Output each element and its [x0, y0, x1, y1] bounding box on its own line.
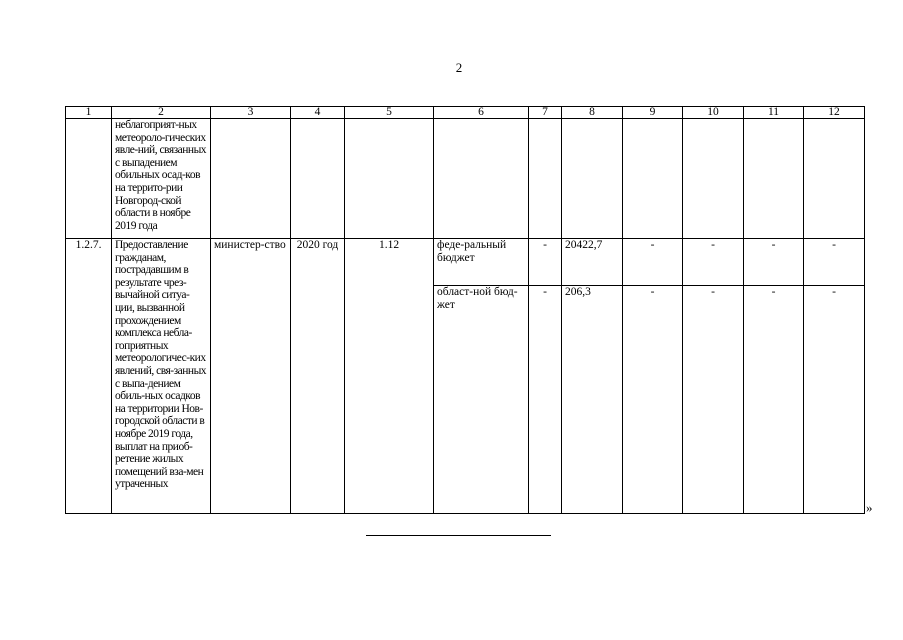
- empty-cell: [804, 119, 865, 239]
- value-cell: -: [529, 286, 562, 514]
- continuation-row: [66, 119, 865, 239]
- executor-cell: министер-ство: [211, 239, 291, 514]
- empty-cell: [623, 119, 683, 239]
- value-cell: -: [683, 286, 744, 514]
- header-cell: 2: [112, 107, 211, 119]
- funding-source-cell: феде-ральный бюджет: [434, 239, 529, 286]
- target-code-cell: 1.12: [345, 239, 434, 514]
- empty-cell: [434, 119, 529, 239]
- value-cell: 206,3: [562, 286, 623, 514]
- header-cell: 8: [562, 107, 623, 119]
- header-cell: 9: [623, 107, 683, 119]
- header-cell: 12: [804, 107, 865, 119]
- row-number-cell: 1.2.7.: [66, 239, 112, 514]
- empty-cell: [744, 119, 804, 239]
- value-cell: -: [804, 286, 865, 514]
- value-cell: -: [623, 286, 683, 514]
- value-cell: -: [744, 239, 804, 286]
- header-cell: 5: [345, 107, 434, 119]
- program-table: [65, 106, 865, 514]
- value-cell: -: [804, 239, 865, 286]
- closing-quote: »: [866, 500, 873, 515]
- table-row: [66, 239, 865, 286]
- header-cell: 7: [529, 107, 562, 119]
- header-cell: 11: [744, 107, 804, 119]
- empty-cell: [211, 119, 291, 239]
- value-cell: 20422,7: [562, 239, 623, 286]
- empty-cell: [66, 119, 112, 239]
- value-cell: -: [683, 239, 744, 286]
- funding-source-cell: област-ной бюд-жет: [434, 286, 529, 514]
- empty-cell: [683, 119, 744, 239]
- description-cell: неблагоприят-ных метеороло-гических явле-ний, связанных с выпадением обильных осад-ков на террито-рии Новгород-ской области в ноябре 2019 года: [112, 119, 211, 239]
- column-number-row: [66, 107, 865, 119]
- header-cell: 6: [434, 107, 529, 119]
- value-cell: -: [744, 286, 804, 514]
- value-cell: -: [623, 239, 683, 286]
- empty-cell: [291, 119, 345, 239]
- footer-separator-line: [366, 535, 551, 536]
- page-number: 2: [455, 60, 463, 75]
- header-cell: 3: [211, 107, 291, 119]
- header-cell: 1: [66, 107, 112, 119]
- period-cell: 2020 год: [291, 239, 345, 514]
- empty-cell: [529, 119, 562, 239]
- value-cell: -: [529, 239, 562, 286]
- header-cell: 4: [291, 107, 345, 119]
- empty-cell: [345, 119, 434, 239]
- header-cell: 10: [683, 107, 744, 119]
- empty-cell: [562, 119, 623, 239]
- description-cell: Предоставление гражданам, пострадавшим в результате чрез-вычайной ситуа-ции, вызванной прохождением комплекса небла-гоприятных метеорологичес-ких явлений, свя-занных с выпа-дением обиль-ных осадков на территории Нов-городской области в ноябре 2019 года, выплат на приоб-ретение жилых помещений вза-мен утраченных: [112, 239, 211, 514]
